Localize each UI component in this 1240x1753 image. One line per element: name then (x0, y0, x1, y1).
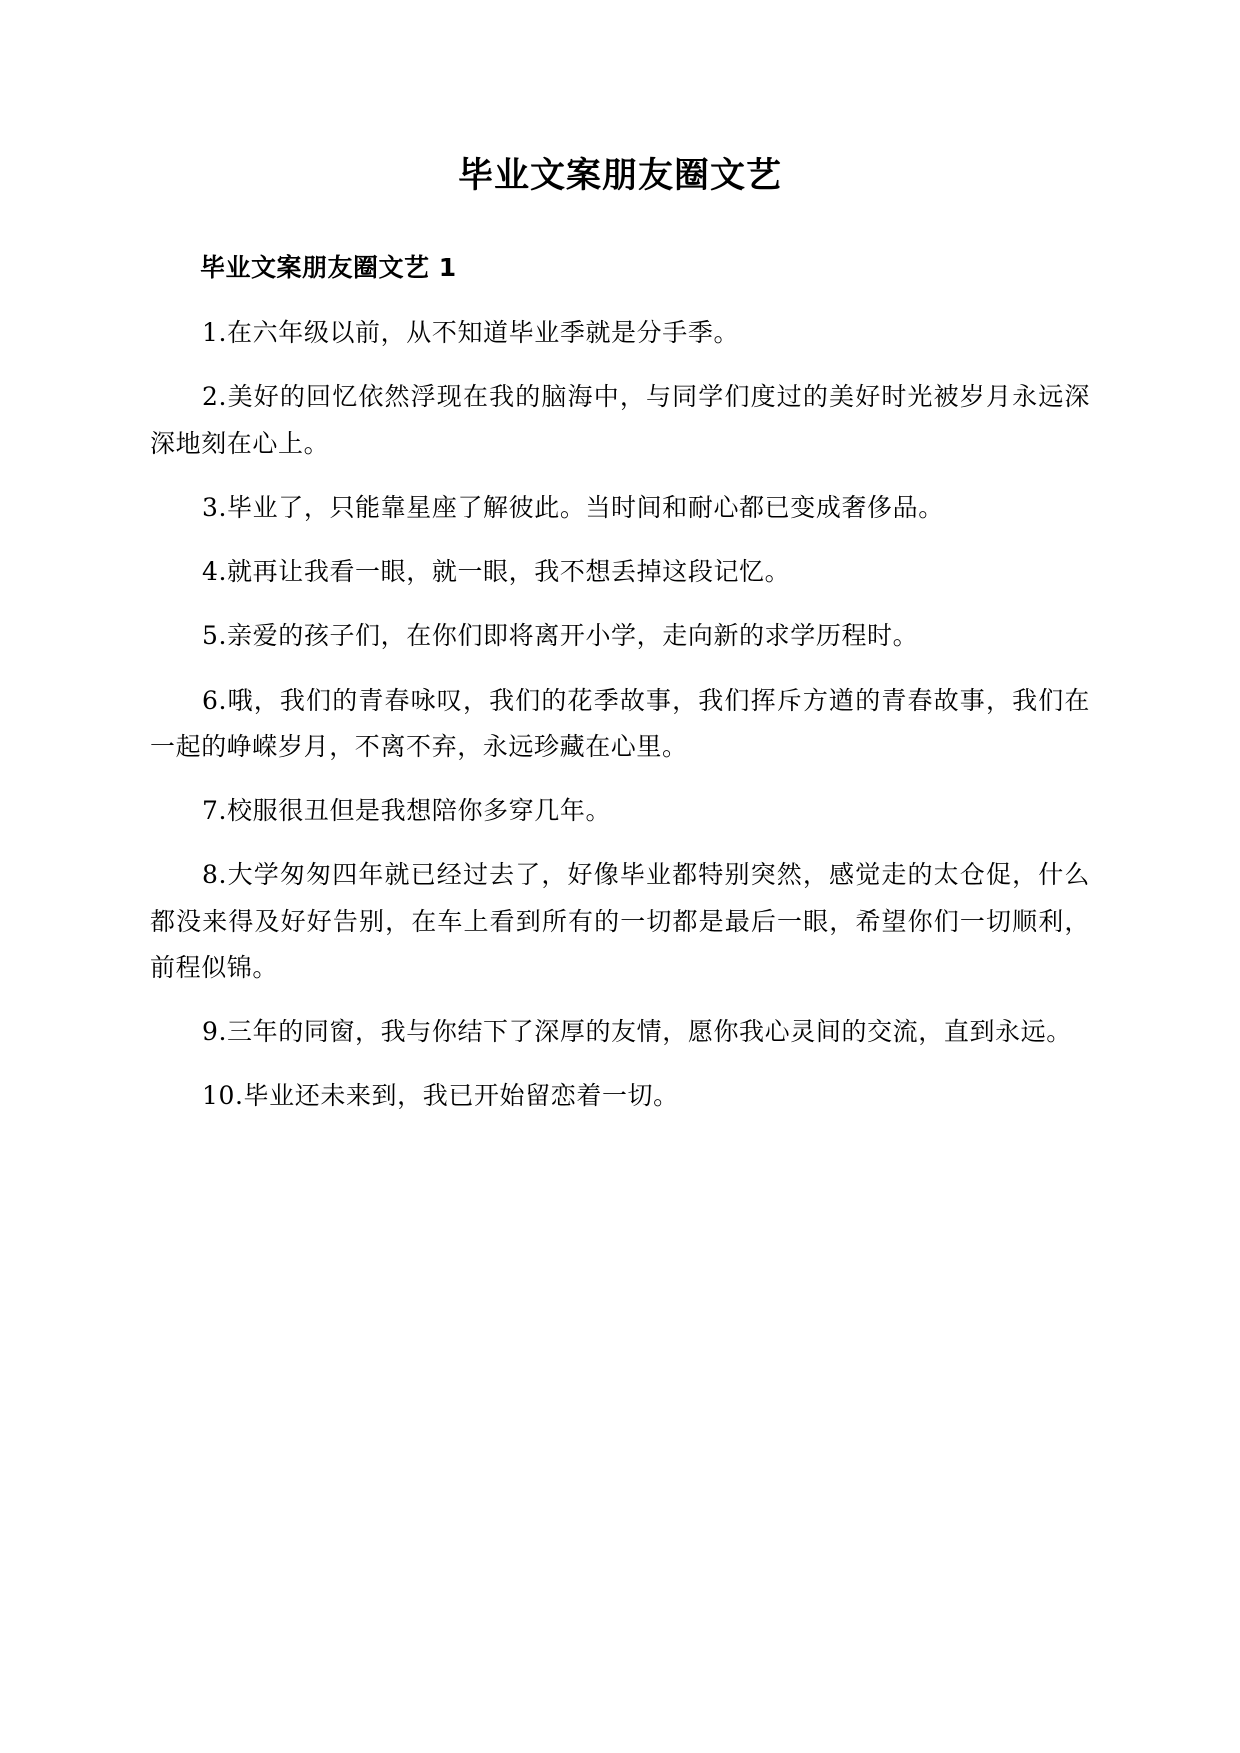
list-item: 4.就再让我看一眼，就一眼，我不想丢掉这段记忆。 (202, 557, 791, 586)
list-item: 2.美好的回忆依然浮现在我的脑海中，与同学们度过的美好时光被岁月永远深深地刻在心上。 (150, 382, 1090, 458)
list-item: 10.毕业还未来到，我已开始留恋着一切。 (202, 1081, 679, 1111)
section-heading: 毕业文案朋友圈文艺 1 (200, 253, 457, 282)
page-title: 毕业文案朋友圈文艺 (457, 156, 782, 196)
list-item: 5.亲爱的孩子们，在你们即将离开小学，走向新的求学历程时。 (202, 621, 919, 651)
list-item: 8.大学匆匆四年就已经过去了，好像毕业都特别突然，感觉走的太仓促，什么都没来得及好好告别，在车上看到所有的一切都是最后一眼，希望你们一切顺利，前程似锦。 (150, 860, 1090, 982)
list-item: 7.校服很丑但是我想陪你多穿几年。 (202, 796, 612, 825)
list-item: 9.三年的同窗，我与你结下了深厚的友情，愿你我心灵间的交流，直到永远。 (202, 1017, 1072, 1046)
list-item: 1.在六年级以前，从不知道毕业季就是分手季。 (202, 318, 740, 347)
list-item: 6.哦，我们的青春咏叹，我们的花季故事，我们挥斥方遒的青春故事，我们在一起的峥嵘岁月，不离不弃，永远珍藏在心里。 (150, 685, 1090, 761)
list-item: 3.毕业了，只能靠星座了解彼此。当时间和耐心都已变成奢侈品。 (202, 492, 944, 522)
document-body (150, 310, 1090, 1120)
